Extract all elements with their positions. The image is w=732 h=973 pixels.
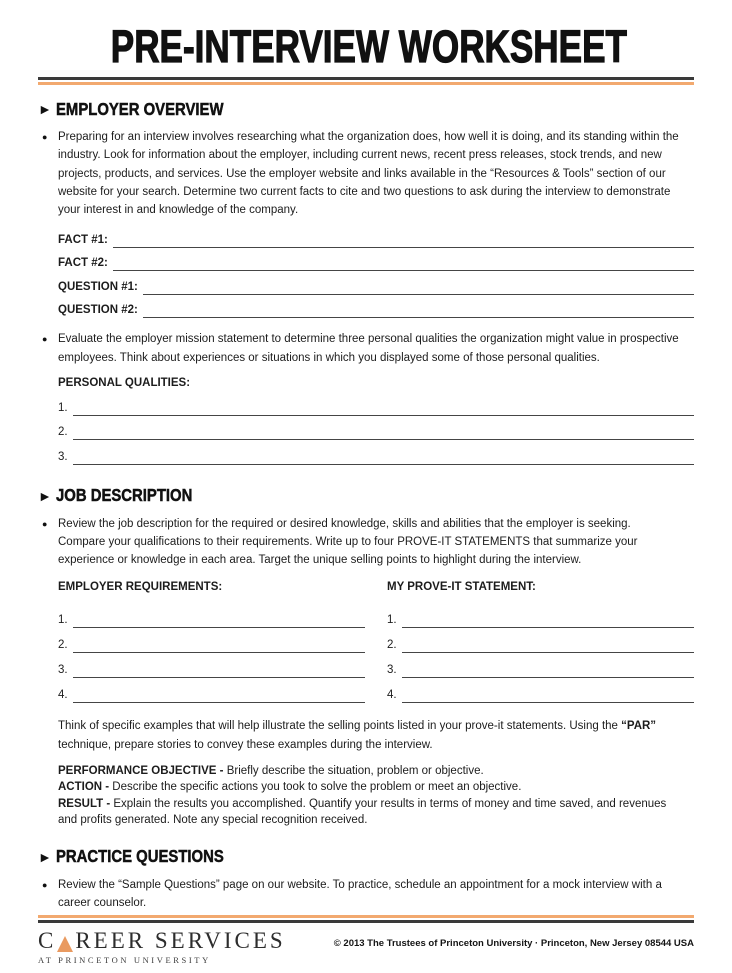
prove-it-statement-3-blank[interactable] (402, 665, 694, 678)
prove-it-statement-column (387, 581, 694, 703)
row-number: 2. (58, 639, 68, 652)
field-row-fact-1 (58, 224, 694, 248)
row-number: 3. (58, 664, 68, 677)
fact-1-blank[interactable] (113, 235, 694, 248)
par-definition-performance-objective (58, 763, 686, 779)
section-employer-overview (38, 100, 694, 465)
par-intro-text-2: technique, prepare stories to convey these examples during the interview. (58, 738, 433, 751)
employer-requirement-row-3 (58, 653, 365, 678)
par-desc: Describe the specific actions you took to solve the problem or meet an objective. (109, 781, 522, 794)
prove-it-statement-4-blank[interactable] (402, 690, 694, 703)
footer (38, 915, 694, 965)
row-number: 3. (58, 450, 68, 463)
header (38, 21, 694, 72)
employer-requirements-column (58, 581, 365, 703)
prove-it-statement-row-1 (387, 603, 694, 628)
field-row-question-1 (58, 271, 694, 295)
employer-requirement-3-blank[interactable] (73, 665, 365, 678)
personal-quality-row-1 (58, 391, 694, 416)
prove-it-statement-row-2 (387, 628, 694, 653)
personal-quality-row-3 (58, 440, 694, 465)
question-2-blank[interactable] (143, 305, 694, 318)
page-title: PRE-INTERVIEW WORKSHEET (110, 21, 627, 72)
personal-quality-2-blank[interactable] (73, 427, 694, 440)
employer-overview-bullet-2 (38, 330, 694, 367)
copyright-text: © 2013 The Trustees of Princeton University · Princeton, New Jersey 08544 USA (333, 938, 694, 949)
employer-requirements-header: EMPLOYER REQUIREMENTS: (58, 581, 223, 594)
row-number: 1. (58, 401, 68, 414)
employer-requirement-4-blank[interactable] (73, 690, 365, 703)
section-heading-text: EMPLOYER OVERVIEW (55, 98, 224, 119)
bullet-icon: ● (42, 132, 48, 142)
row-number: 3. (387, 664, 397, 677)
section-practice-questions (38, 848, 694, 913)
bullet-icon: ● (42, 518, 48, 529)
par-term: RESULT - (58, 797, 111, 810)
fact-2-label: FACT #2: (58, 257, 108, 270)
prove-it-statement-header: MY PROVE-IT STATEMENT: (387, 581, 536, 594)
section-arrow-icon: ► (38, 101, 52, 117)
par-intro-text-1: Think of specific examples that will help illustrate the selling points listed in your prove-it statements. Using the (58, 720, 622, 733)
par-intro-paragraph (38, 717, 680, 754)
prove-it-statement-1-blank[interactable] (402, 615, 694, 628)
prove-it-columns (38, 581, 694, 703)
employer-overview-heading (38, 100, 694, 118)
fact-2-blank[interactable] (113, 258, 694, 271)
personal-quality-1-blank[interactable] (73, 403, 694, 416)
fact-1-label: FACT #1: (58, 233, 108, 246)
footer-divider-dark-line (38, 920, 694, 923)
employer-overview-bullet-1 (38, 128, 694, 219)
practice-questions-heading (38, 848, 694, 866)
section-heading-text: JOB DESCRIPTION (55, 485, 193, 506)
question-2-label: QUESTION #2: (58, 304, 138, 317)
personal-quality-row-2 (58, 416, 694, 441)
bullet-icon: ● (42, 879, 48, 890)
row-number: 2. (387, 639, 397, 652)
row-number: 1. (58, 614, 68, 627)
personal-qualities-list (38, 391, 694, 465)
section-arrow-icon: ► (38, 487, 52, 504)
employer-requirement-row-4 (58, 678, 365, 703)
par-definitions (38, 763, 686, 829)
row-number: 2. (58, 426, 68, 439)
section-job-description (38, 487, 694, 829)
paragraph-text: Review the “Sample Questions” page on our website. To practice, schedule an appointment for a mock interview with a career counselor. (58, 878, 662, 909)
question-1-label: QUESTION #1: (58, 280, 138, 293)
personal-qualities-label: PERSONAL QUALITIES: (58, 377, 191, 390)
employer-requirement-row-1 (58, 603, 365, 628)
practice-questions-bullet-1 (38, 876, 694, 913)
facts-questions-fields (38, 224, 694, 318)
par-desc: Briefly describe the situation, problem or objective. (223, 765, 484, 778)
paragraph-text: Preparing for an interview involves researching what the organization does, how well it is doing, and its standing within the industry. Look for information about the employer, including current news, recent press releases, stock trends, and new projects, products, and services. Use the employer website and links available in the “Resources & Tools” section of our website for your search. Determine two current facts to cite and two questions to ask during the interview to demonstrate your interest in and knowledge of the company. (58, 131, 679, 217)
row-number: 4. (58, 689, 68, 702)
par-desc: Explain the results you accomplished. Quantify your results in terms of money and time saved, and revenues and profits generated. Note any special recognition received. (58, 797, 667, 827)
prove-it-statement-2-blank[interactable] (402, 640, 694, 653)
field-row-question-2 (58, 295, 694, 319)
paragraph-text: Review the job description for the required or desired knowledge, skills and abilities that the employer is seeking. Compare your qualifications to their requirements. Write up to four PROVE-IT STATEMENTS that summarize your experience or knowledge in each area. Target the unique selling points to highlight during the interview. (58, 517, 638, 567)
par-intro-bold: “PAR” (621, 720, 657, 733)
section-arrow-icon: ► (38, 848, 52, 865)
prove-it-statement-row-4 (387, 678, 694, 703)
personal-quality-3-blank[interactable] (73, 452, 694, 465)
section-heading-text: PRACTICE QUESTIONS (55, 846, 224, 867)
prove-it-statement-row-3 (387, 653, 694, 678)
job-description-bullet-1 (38, 515, 694, 570)
career-services-logo (38, 929, 286, 965)
header-divider (38, 77, 694, 85)
field-row-fact-2 (58, 248, 694, 272)
employer-requirement-1-blank[interactable] (73, 615, 365, 628)
logo-letter-c: C (38, 928, 57, 953)
logo-subtitle: AT PRINCETON UNIVERSITY (38, 955, 211, 965)
employer-requirement-2-blank[interactable] (73, 640, 365, 653)
par-term: PERFORMANCE OBJECTIVE - (58, 765, 224, 778)
logo-triangle-icon (57, 936, 73, 952)
bullet-icon: ● (42, 334, 48, 345)
header-divider-orange-line (38, 82, 694, 85)
par-definition-result (58, 796, 686, 829)
question-1-blank[interactable] (143, 282, 694, 295)
row-number: 1. (387, 614, 397, 627)
paragraph-text: Evaluate the employer mission statement to determine three personal qualities the organization might value in prospective employees. Think about experiences or situations in which you displayed some of those personal qualities. (58, 333, 679, 364)
logo-wordmark (38, 929, 286, 953)
row-number: 4. (387, 689, 397, 702)
logo-wordmark-rest: REER SERVICES (75, 928, 286, 953)
par-definition-action (58, 779, 686, 795)
job-description-heading (38, 487, 694, 505)
par-term: ACTION - (58, 781, 110, 794)
employer-requirement-row-2 (58, 628, 365, 653)
